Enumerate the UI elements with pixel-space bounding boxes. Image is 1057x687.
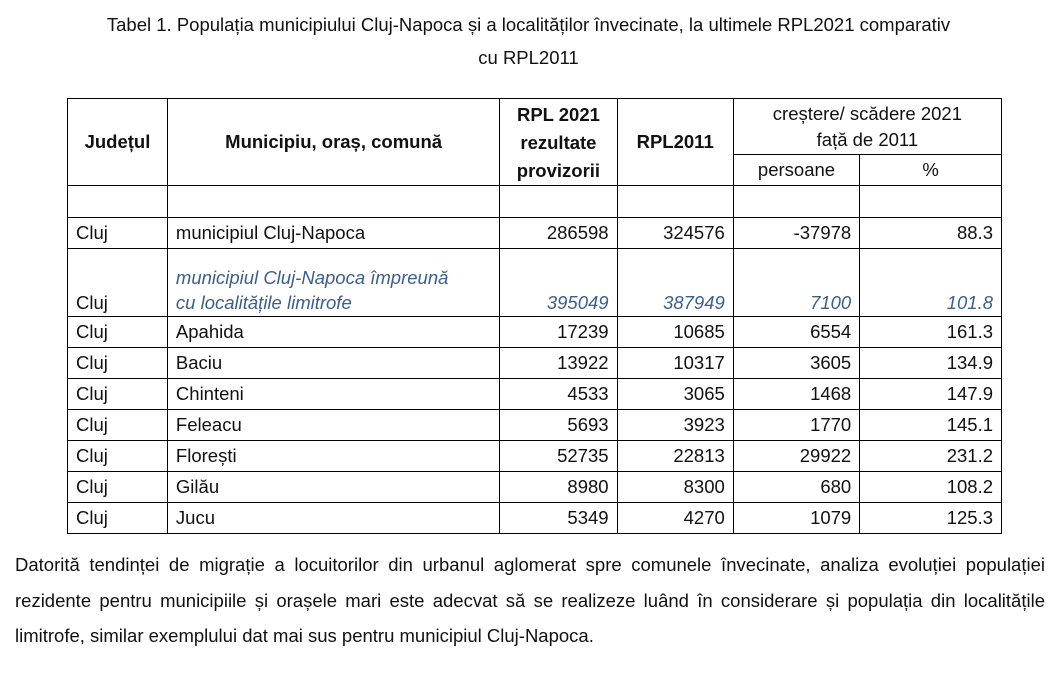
cell-judet: Cluj (68, 317, 168, 348)
cell-rpl2021: 286598 (500, 218, 617, 249)
table-row (68, 410, 1002, 441)
cell-localitate: Baciu (167, 348, 499, 379)
cell-procent: 125.3 (860, 503, 1002, 534)
cell-persoane: 6554 (733, 317, 859, 348)
cell-judet: Cluj (68, 348, 168, 379)
cell-rpl2021: 4533 (500, 379, 617, 410)
body-paragraph: Datorită tendinței de migrație a locuitorilor din urbanul aglomerat spre comunele învecinate, analiza evoluției populației rezidente pentru municipiile și orașele mari este adecvat să se realizeze luând în considerare și populația din localitățile limitrofe, similar exemplului dat mai sus pentru municipiul Cluj-Napoca. (15, 554, 1045, 646)
cell-procent: 88.3 (860, 218, 1002, 249)
cell-rpl2021: 52735 (500, 441, 617, 472)
cell-localitate: Chinteni (167, 379, 499, 410)
cell-rpl2011: 387949 (617, 249, 733, 317)
cell-judet: Cluj (68, 503, 168, 534)
cell-persoane: 680 (733, 472, 859, 503)
table-row (68, 503, 1002, 534)
cell-rpl2021: 5349 (500, 503, 617, 534)
cell-judet: Cluj (68, 472, 168, 503)
table-row (68, 379, 1002, 410)
population-table (67, 98, 1002, 534)
caption-line-1: Tabel 1. Populația municipiului Cluj-Napoca și a localităților învecinate, la ultimele RPL2021 comparativ (106, 14, 951, 35)
cell-rpl2011: 10317 (617, 348, 733, 379)
empty-row (68, 186, 1002, 218)
cell-localitate-line1: municipiul Cluj-Napoca împreună (175, 267, 449, 288)
cell-persoane: 1770 (733, 410, 859, 441)
header-localitate: Municipiu, oraș, comună (167, 99, 499, 186)
header-rpl2011: RPL2011 (617, 99, 733, 186)
cell-rpl2021: 13922 (500, 348, 617, 379)
cell-procent: 147.9 (860, 379, 1002, 410)
cell-persoane: 7100 (733, 249, 859, 317)
cell-rpl2011: 3923 (617, 410, 733, 441)
cell-localitate: Gilău (167, 472, 499, 503)
cell-localitate: Feleacu (167, 410, 499, 441)
cell-rpl2011: 8300 (617, 472, 733, 503)
cell-rpl2011: 22813 (617, 441, 733, 472)
cell-rpl2021: 5693 (500, 410, 617, 441)
cell-rpl2021: 8980 (500, 472, 617, 503)
header-change-line2: față de 2011 (816, 128, 919, 150)
cell-persoane: 3605 (733, 348, 859, 379)
header-rpl2021-line2: rezultate (520, 132, 597, 153)
cell-rpl2011: 10685 (617, 317, 733, 348)
header-persoane: persoane (733, 155, 859, 186)
cell-localitate: Apahida (167, 317, 499, 348)
cell-rpl2011: 3065 (617, 379, 733, 410)
cell-rpl2011: 324576 (617, 218, 733, 249)
cell-rpl2011: 4270 (617, 503, 733, 534)
header-rpl2021-line1: RPL 2021 (516, 104, 600, 125)
table-row (68, 441, 1002, 472)
caption-line-2: cu RPL2011 (478, 47, 579, 68)
header-rpl2021 (500, 99, 617, 186)
cell-procent: 108.2 (860, 472, 1002, 503)
header-change-group (733, 99, 1001, 155)
cell-rpl2021: 17239 (500, 317, 617, 348)
cell-persoane: 1079 (733, 503, 859, 534)
table-row (68, 348, 1002, 379)
cell-localitate: municipiul Cluj-Napoca (167, 218, 499, 249)
cell-procent: 161.3 (860, 317, 1002, 348)
header-procent: % (860, 155, 1002, 186)
table-row-highlight (68, 249, 1002, 317)
cell-procent: 145.1 (860, 410, 1002, 441)
table-row (68, 472, 1002, 503)
cell-localitate: Florești (167, 441, 499, 472)
cell-procent: 134.9 (860, 348, 1002, 379)
cell-procent: 101.8 (860, 249, 1002, 317)
table-row (68, 317, 1002, 348)
cell-judet: Cluj (68, 379, 168, 410)
table-row (68, 218, 1002, 249)
table-caption (0, 8, 1057, 74)
cell-judet: Cluj (68, 410, 168, 441)
cell-judet: Cluj (68, 441, 168, 472)
cell-localitate: Jucu (167, 503, 499, 534)
cell-judet: Cluj (68, 249, 168, 317)
cell-localitate-line2: cu localitățile limitrofe (175, 292, 352, 313)
header-judet: Județul (68, 99, 168, 186)
header-rpl2021-line3: provizorii (516, 160, 601, 181)
cell-rpl2021: 395049 (500, 249, 617, 317)
cell-persoane: -37978 (733, 218, 859, 249)
cell-persoane: 29922 (733, 441, 859, 472)
cell-judet: Cluj (68, 218, 168, 249)
header-change-line1: creștere/ scădere 2021 (772, 102, 962, 124)
cell-procent: 231.2 (860, 441, 1002, 472)
cell-persoane: 1468 (733, 379, 859, 410)
cell-localitate (167, 249, 499, 317)
